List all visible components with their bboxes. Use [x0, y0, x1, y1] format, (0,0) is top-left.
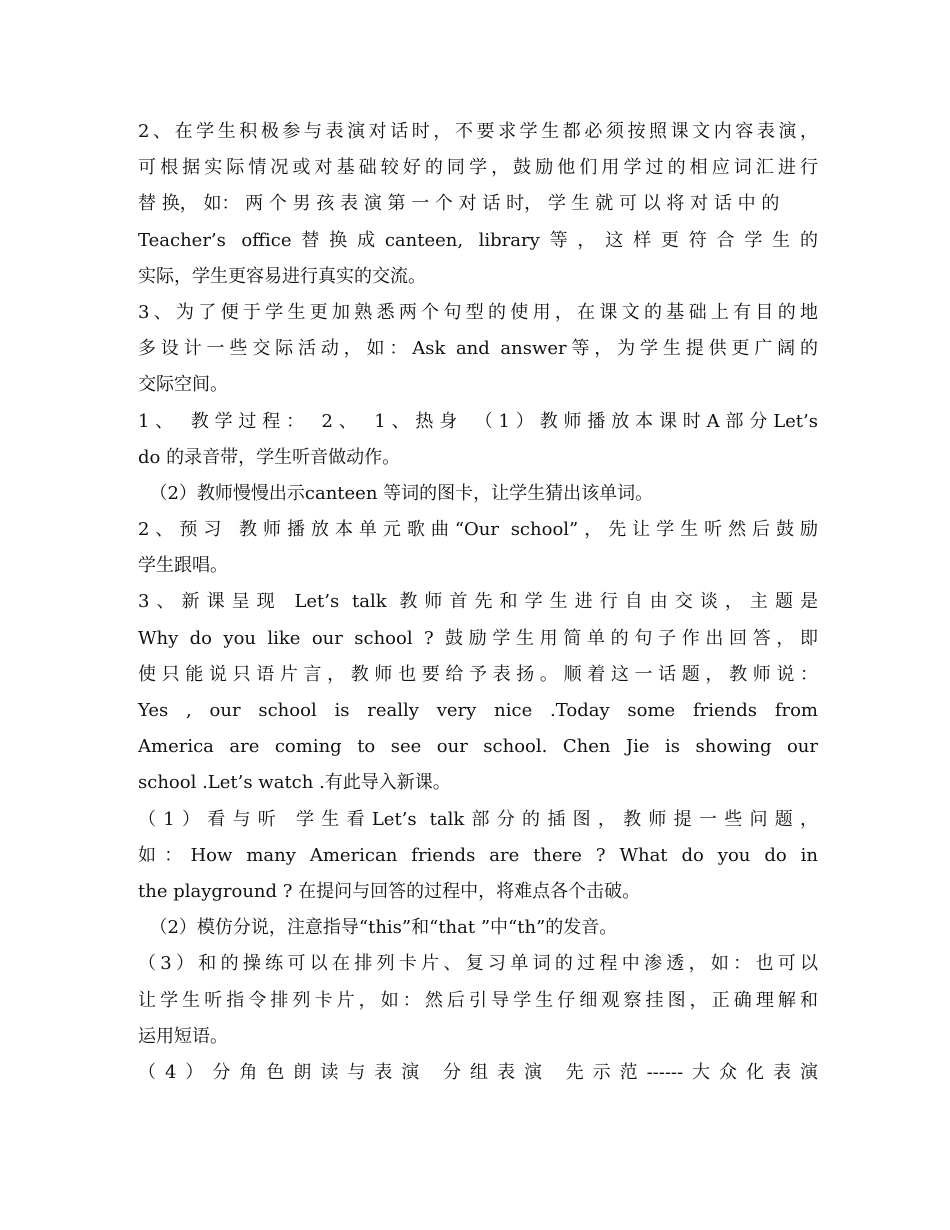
text-line: 替 换， 如： 两 个 男 孩 表 演 第 一 个 对 话 时， 学 生 就 可 以 将 对 话 中 的 [138, 193, 780, 215]
text-line: 使只能说只语片言，教师也要给予表扬。顺着这一话题，教师说： [138, 663, 818, 685]
text-line: （1）看与听 学生看Let’s talk部分的插图，教师提一些问题， [138, 808, 818, 830]
text-line: 3、新课呈现 Let’s talk 教师首先和学生进行自由交谈，主题是 [138, 591, 818, 613]
text-line: 学生跟唱。 [138, 555, 228, 577]
text-line: 1、 教学过程： 2、 1、热身 （1）教师播放本课时A部分Let’s [138, 410, 818, 432]
text-line: 3、为了便于学生更加熟悉两个句型的使用，在课文的基础上有目的地 [138, 301, 818, 323]
text-line: 可根据实际情况或对基础较好的同学，鼓励他们用学过的相应词汇进行 [138, 157, 818, 179]
text-line: 2、预习 教师播放本单元歌曲“Our school”，先让学生听然后鼓励 [138, 519, 818, 541]
text-line: Teacher’s office替换成canteen, library等，这样更符合学生的 [138, 229, 818, 251]
text-line: 多设计一些交际活动，如：Ask and answer等，为学生提供更广阔的 [138, 338, 818, 360]
text-line: （3）和的操练可以在排列卡片、复习单词的过程中渗透，如：也可以 [138, 953, 818, 975]
text-line: （2）模仿分说，注意指导“this”和“that ”中“th”的发音。 [138, 917, 618, 939]
text-line: 2、在学生积极参与表演对话时，不要求学生都必须按照课文内容表演， [138, 121, 818, 142]
text-line: Yes , our school is really very nice .Today some friends from [138, 700, 818, 721]
text-line: do 的录音带，学生听音做动作。 [138, 446, 401, 468]
text-line: America are coming to see our school. Chen Jie is showing our [138, 736, 818, 758]
text-line: 运用短语。 [138, 1025, 228, 1047]
text-line: 如：How many American friends are there ? What do you do in [138, 844, 818, 866]
document-body [138, 114, 818, 1091]
text-line: Why do you like our school ? 鼓励学生用简单的句子作出回答，即 [138, 627, 818, 649]
text-line: （4）分角色朗读与表演 分组表演 先示范------大众化表演 [138, 1061, 818, 1083]
text-line: 让学生听指令排列卡片，如：然后引导学生仔细观察挂图，正确理解和 [138, 989, 818, 1011]
text-line: school .Let’s watch .有此导入新课。 [138, 772, 451, 794]
text-line: 交际空间。 [138, 374, 228, 396]
text-line: the playground ? 在提问与回答的过程中，将难点各个击破。 [138, 880, 641, 902]
text-line: 实际，学生更容易进行真实的交流。 [138, 265, 426, 287]
text-line: （2）教师慢慢出示canteen 等词的图卡，让学生猜出该单词。 [138, 482, 654, 504]
